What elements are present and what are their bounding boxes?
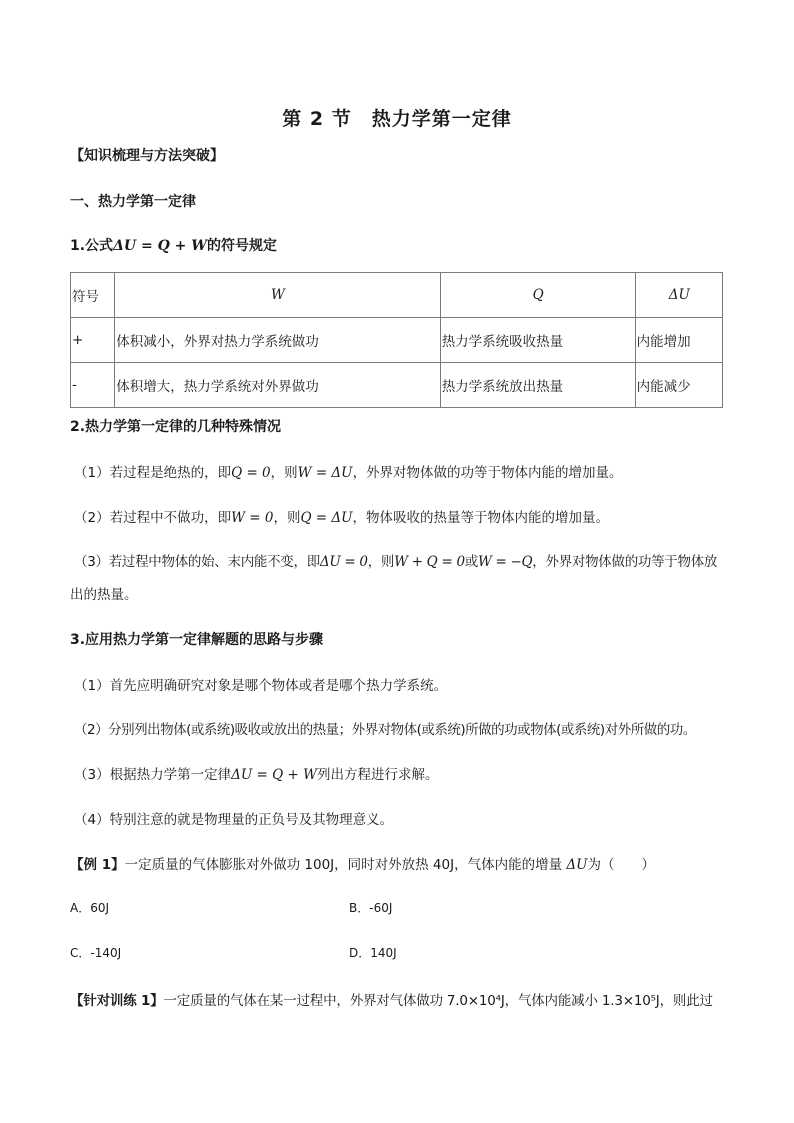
step-4: （4）特别注意的就是物理量的正负号及其物理意义。 — [74, 812, 394, 828]
option-d[interactable]: D．140J — [349, 946, 397, 960]
table-row — [71, 318, 723, 363]
table-header-cell: Q — [440, 273, 635, 318]
heading-first-law: 一、热力学第一定律 — [70, 194, 196, 210]
table-cell: 体积增大，热力学系统对外界做功 — [115, 363, 440, 408]
training-label: 【针对训练 1】 — [70, 993, 164, 1009]
step-text: 列出方程进行求解。 — [316, 767, 439, 783]
page-title: 第 2 节 热力学第一定律 — [282, 108, 512, 130]
option-c[interactable]: C．-140J — [70, 946, 122, 960]
step-2: （2）分别列出物体(或系统)吸收或放出的热量；外界对物体(或系统)所做的功或物体(或系统)对外所做的功。 — [74, 722, 696, 738]
example-blank: 为（ ） — [587, 857, 656, 873]
case-text: ，则 — [367, 554, 395, 570]
step-3 — [74, 763, 438, 783]
case-formula: W = ΔU — [297, 465, 353, 481]
step-1: （1）首先应明确研究对象是哪个物体或者是哪个热力学系统。 — [74, 678, 448, 694]
case-text: ，则 — [273, 510, 301, 526]
step-text: （3）根据热力学第一定律 — [74, 767, 232, 783]
subheading-solving-steps: 3.应用热力学第一定律解题的思路与步骤 — [70, 632, 324, 648]
case-formula: W + Q = 0 — [394, 554, 465, 570]
case-text: ，外界对物体做的功等于物体内能的增加量。 — [352, 465, 623, 481]
example-text: 一定质量的气体膨胀对外做功 100J，同时对外放热 40J，气体内能的增量 — [124, 857, 567, 873]
table-header-row — [71, 273, 723, 318]
table-row — [71, 363, 723, 408]
example-label: 【例 1】 — [70, 857, 125, 873]
table-cell: + — [71, 318, 115, 363]
subheading-special-cases: 2.热力学第一定律的几种特殊情况 — [70, 419, 282, 435]
case-text: ，则 — [270, 465, 298, 481]
table-header-cell: ΔU — [635, 273, 722, 318]
table-cell: 内能减少 — [635, 363, 722, 408]
case-text: （1）若过程是绝热的，即 — [74, 465, 232, 481]
case-formula: Q = 0 — [231, 465, 271, 481]
case-text: ，物体吸收的热量等于物体内能的增加量。 — [352, 510, 610, 526]
case-formula: ΔU = 0 — [319, 554, 368, 570]
step-formula: ΔU = Q + W — [231, 767, 317, 783]
example-formula: ΔU — [566, 857, 588, 873]
table-header-cell: W — [115, 273, 440, 318]
special-case-3 — [74, 550, 717, 570]
case-formula: W = 0 — [231, 510, 274, 526]
subheading-suffix: 的符号规定 — [207, 238, 278, 254]
formula-first-law: ΔU = Q + W — [113, 238, 208, 254]
special-case-2 — [74, 506, 609, 526]
table-cell: 热力学系统放出热量 — [440, 363, 635, 408]
table-cell: 热力学系统吸收热量 — [440, 318, 635, 363]
option-b[interactable]: B．-60J — [349, 901, 393, 915]
subheading-formula-signs — [70, 235, 277, 255]
section-header: 【知识梳理与方法突破】 — [70, 148, 224, 164]
case-text: ，外界对物体做的功等于物体放 — [532, 554, 718, 570]
case-text: （2）若过程中不做功，即 — [74, 510, 232, 526]
option-a[interactable]: A．60J — [70, 901, 110, 915]
case-text: 或 — [464, 554, 478, 570]
training-1 — [70, 989, 713, 1009]
table-cell: - — [71, 363, 115, 408]
table-header-cell: 符号 — [71, 273, 115, 318]
case-formula: W = −Q — [477, 554, 533, 570]
subheading-prefix: 1.公式 — [70, 238, 114, 254]
table-cell: 体积减小，外界对热力学系统做功 — [115, 318, 440, 363]
sign-convention-table — [70, 272, 723, 408]
training-text: 一定质量的气体在某一过程中，外界对气体做功 7.0×10⁴J，气体内能减小 1.3×10⁵J，则此过 — [163, 993, 713, 1009]
example-1 — [70, 853, 655, 873]
table-cell: 内能增加 — [635, 318, 722, 363]
case-text: （3）若过程中物体的始、末内能不变，即 — [74, 554, 320, 570]
special-case-1 — [74, 461, 623, 481]
case-formula: Q = ΔU — [300, 510, 353, 526]
special-case-3-continued: 出的热量。 — [70, 587, 138, 603]
